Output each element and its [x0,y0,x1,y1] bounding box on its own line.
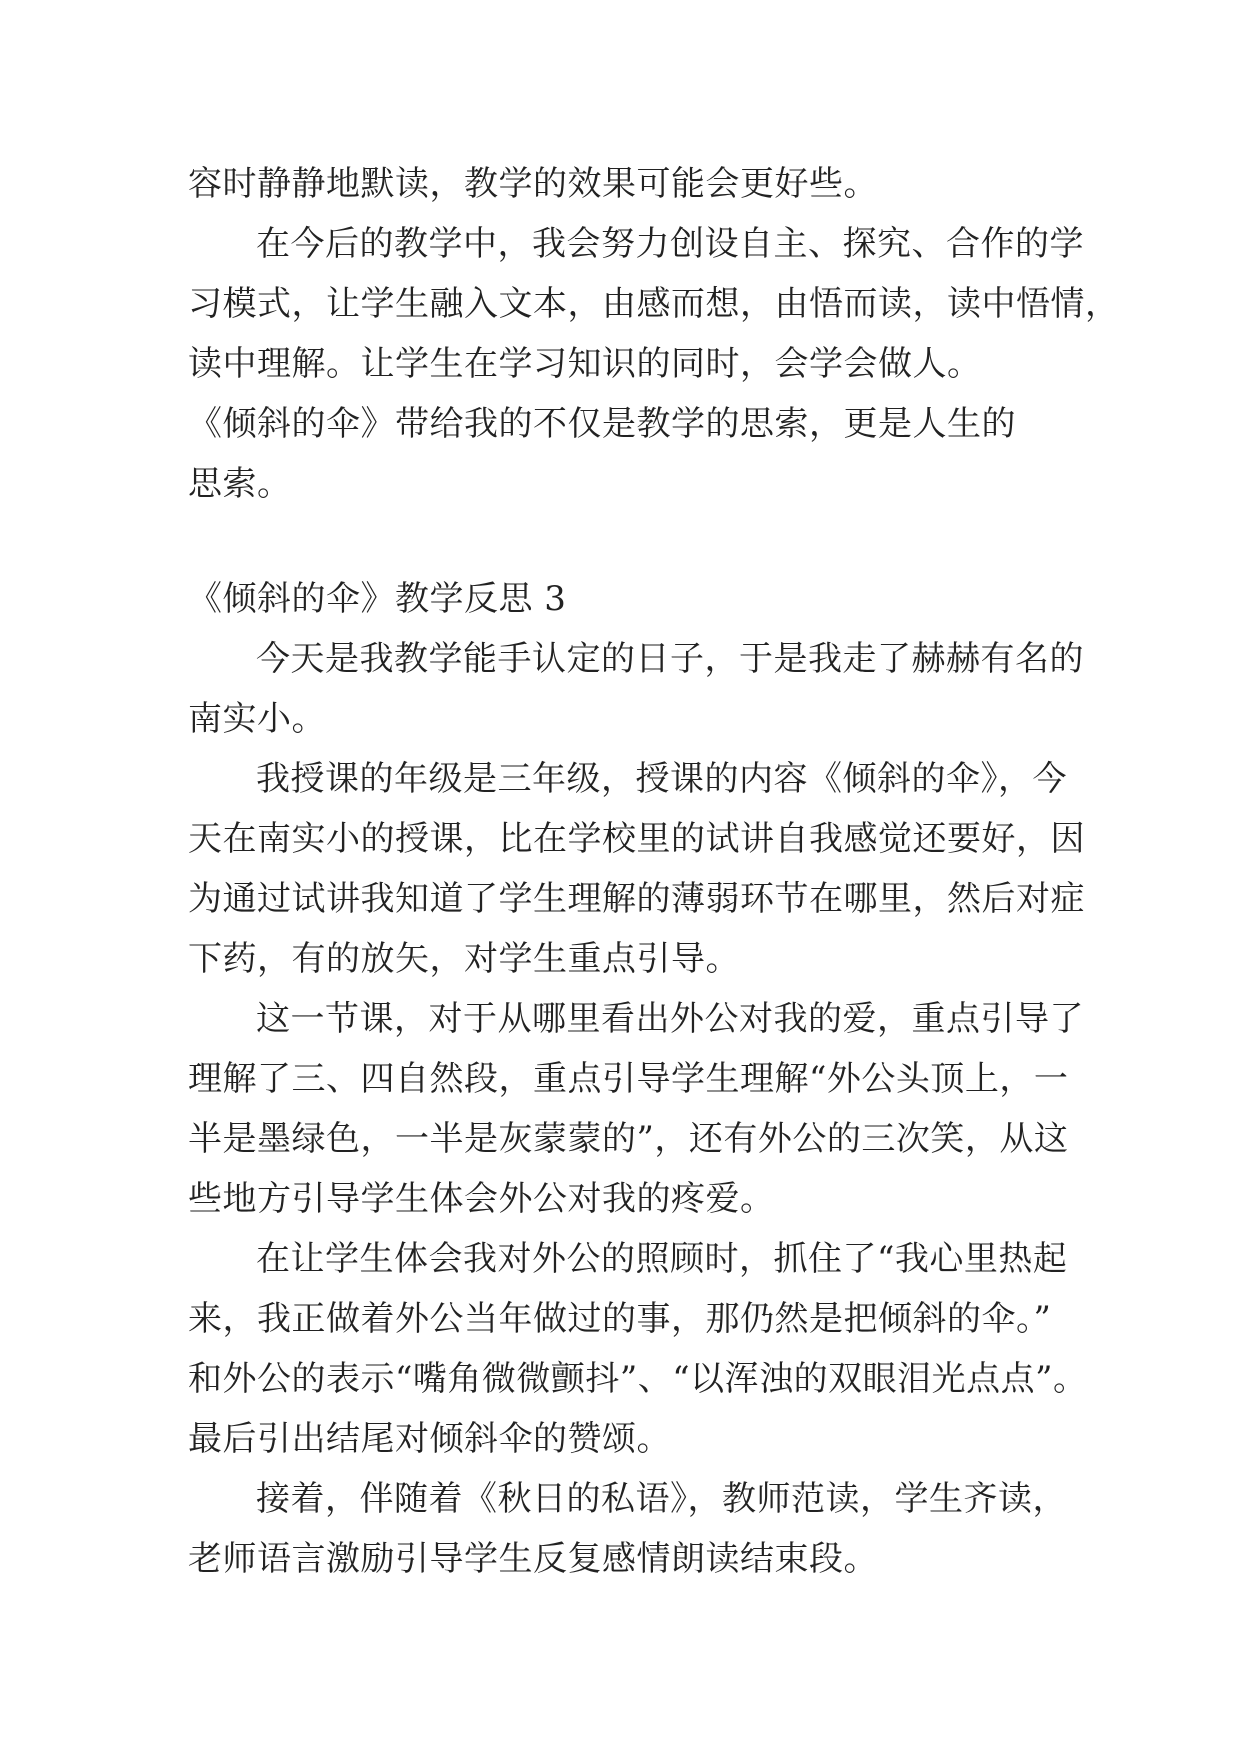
paragraph-line: 接着，伴随着《秋日的私语》，教师范读，学生齐读， [256,1479,1067,1519]
paragraph-line: 和外公的表示“嘴角微微颤抖”、“以浑浊的双眼泪光点点”。 [188,1359,1088,1399]
paragraph-line: 南实小。 [188,699,326,739]
paragraph-line: 我授课的年级是三年级，授课的内容《倾斜的伞》，今 [256,759,1067,799]
paragraph-line: 这一节课，对于从哪里看出外公对我的爱，重点引导了 [256,999,1084,1039]
section-heading: 《倾斜的伞》教学反思 3 [188,579,567,619]
paragraph-line: 在让学生体会我对外公的照顾时，抓住了“我心里热起 [256,1239,1068,1279]
paragraph-line: 在今后的教学中，我会努力创设自主、探究、合作的学 [256,224,1084,264]
paragraph-line: 习模式，让学生融入文本，由感而想，由悟而读，读中悟情， [188,284,1120,324]
paragraph-line: 思索。 [188,464,292,504]
paragraph-line: 为通过试讲我知道了学生理解的薄弱环节在哪里，然后对症 [188,879,1085,919]
paragraph-line: 今天是我教学能手认定的日子，于是我走了赫赫有名的 [256,639,1084,679]
paragraph-line: 最后引出结尾对倾斜伞的赞颂。 [188,1419,671,1459]
paragraph-line: 容时静静地默读，教学的效果可能会更好些。 [188,164,878,204]
paragraph-line: 老师语言激励引导学生反复感情朗读结束段。 [188,1539,878,1579]
paragraph-line: 读中理解。让学生在学习知识的同时，会学会做人。 [188,344,982,384]
paragraph-line: 《倾斜的伞》带给我的不仅是教学的思索，更是人生的 [188,404,1016,444]
paragraph-line: 半是墨绿色，一半是灰蒙蒙的”，还有外公的三次笑，从这 [188,1119,1069,1159]
paragraph-line: 天在南实小的授课，比在学校里的试讲自我感觉还要好，因 [188,819,1085,859]
paragraph-line: 些地方引导学生体会外公对我的疼爱。 [188,1179,775,1219]
paragraph-line: 来，我正做着外公当年做过的事，那仍然是把倾斜的伞。” [188,1299,1052,1339]
paragraph-line: 下药，有的放矢，对学生重点引导。 [188,939,740,979]
paragraph-line: 理解了三、四自然段，重点引导学生理解“外公头顶上，一 [188,1059,1069,1099]
